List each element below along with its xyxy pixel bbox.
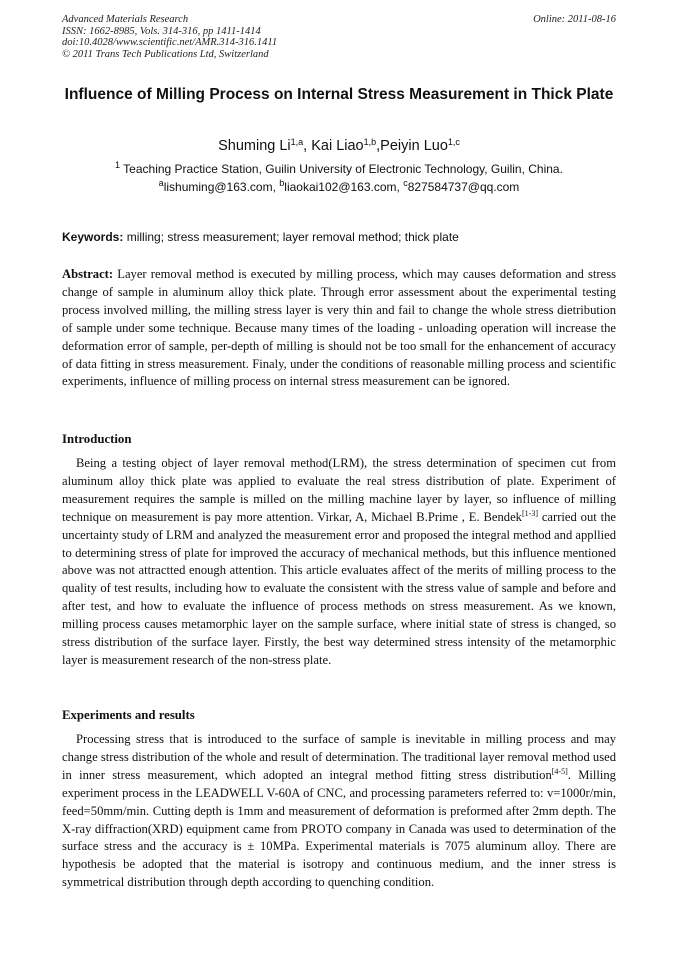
citation-ref: [1-3]	[521, 508, 538, 518]
author-list	[62, 136, 616, 156]
author-name: Peiyin Luo	[380, 138, 448, 154]
abstract-paragraph	[62, 266, 616, 391]
email-address: lishuming@163.com	[163, 180, 273, 194]
section-heading-introduction: Introduction	[62, 432, 132, 446]
keywords-text: milling; stress measurement; layer removal method; thick plate	[126, 230, 459, 244]
introduction-text-part: carried out the uncertainty study of LRM and analyzed the measurement error and proposed the integral method and appllied to determining stress of plate for improved the accuracy of mechanical methods, but this influence mentioned above was not attractted enough attention. This article evaluates affect of the merits of milling process to the quality of test results, including how to evaluate the consistent with the stress value of sample and before and after test, and how to evaluate the influence of process methods on stress measurement. As we known, milling process causes metamorphic layer on the sample surface, where initial state of stress is changed, so stress distribution of the surface layer. Firstly, the best way determined stress intensity of the metamorphic layer is measurement research of the non-stress plate.	[62, 509, 616, 667]
citation-ref: [4-5]	[551, 767, 568, 777]
experiments-text-part: . Milling experiment process in the LEADWELL V-60A of CNC, and processing parameters referred to: v=1000r/min, feed=50mm/min. Cutting depth is 1mm and measurement of deformation is preformed after 2mm depth. The X-ray diffraction(XRD) equipment came from PROTO company in Canada was used to determination of the surface stress and the accuracy is ± 10MPa. Experimental materials is 7075 aluminum alloy. There are hypothesis be adopted that the material is isotropy and continuous medium, and the inner stress is symmetrical distribution through depth according to quenching condition.	[62, 767, 616, 890]
online-date: Online: 2011-08-16	[533, 14, 616, 25]
journal-header	[62, 14, 616, 60]
author-name: Kai Liao	[311, 138, 364, 154]
copyright-line: © 2011 Trans Tech Publications Ltd, Switzerland	[62, 48, 269, 60]
email-mark: c	[403, 178, 408, 189]
section-heading-experiments: Experiments and results	[62, 708, 195, 722]
author-name: Shuming Li	[218, 138, 291, 154]
experiments-text-part: Processing stress that is introduced to the surface of sample is inevitable in milling process and may change stress distribution of the whole and result of determination. The traditional layer removal method used in inner stress measurement, which adopted an integral method fitting stress distribution	[62, 732, 616, 782]
author-separator: ,	[376, 138, 381, 154]
doi-line: doi:10.4028/www.scientific.net/AMR.314-316.1411	[62, 37, 278, 48]
affiliation-mark: 1	[115, 160, 121, 171]
email-mark: a	[158, 178, 164, 189]
email-separator: ,	[272, 180, 280, 194]
journal-name: Advanced Materials Research	[62, 14, 189, 25]
email-separator: ,	[396, 180, 404, 194]
email-mark: b	[279, 178, 285, 189]
author-affiliation-mark: 1,b	[363, 137, 377, 148]
affiliation	[62, 161, 616, 177]
author-affiliation-mark: 1,a	[290, 137, 304, 148]
author-affiliation-mark: 1,c	[447, 137, 460, 148]
introduction-paragraph	[62, 455, 616, 670]
keywords-line	[62, 229, 616, 245]
issn-line: ISSN: 1662-8985, Vols. 314-316, pp 1411-1414	[62, 25, 261, 37]
affiliation-text: Teaching Practice Station, Guilin University of Electronic Technology, Guilin, China.	[123, 162, 563, 176]
abstract-text: Layer removal method is executed by milling process, which may causes deformation and stress change of sample in aluminum alloy thick plate. Through error assessment about the experimental testing process involved milling, the milling stress layer is very thin and fail to change the whole stress dietribution of sample under some technique. Because many times of the loading - unloading operation will increase the deformation error of sample, per-depth of milling is should not be too small for the enhancement of accuracy of data fitting in stress measurement. Finaly, under the conditions of reasonable milling process and scientific experiments, influence of milling process on internal stress measurement can be ignored.	[62, 267, 617, 389]
author-separator: ,	[303, 138, 312, 154]
email-address: 827584737@qq.com	[407, 180, 520, 194]
keywords-label: Keywords:	[62, 230, 124, 244]
introduction-text-part: Being a testing object of layer removal method(LRM), the stress determination of specimen cut from aluminum alloy thick plate was applied to evaluate the real stress distribution of plate. Experiment of measurement requires the sample is milled on the milling machine layer by layer, so influence of milling technique on measurement is pay more attention. Virkar, A, Michael B.Prime , E. Bendek	[62, 456, 616, 524]
paper-title: Influence of Milling Process on Internal Stress Measurement in Thick Plate	[64, 86, 614, 103]
abstract-label: Abstract:	[62, 267, 114, 281]
email-list	[62, 179, 616, 195]
email-address: liaokai102@163.com	[284, 180, 397, 194]
experiments-paragraph	[62, 731, 616, 892]
